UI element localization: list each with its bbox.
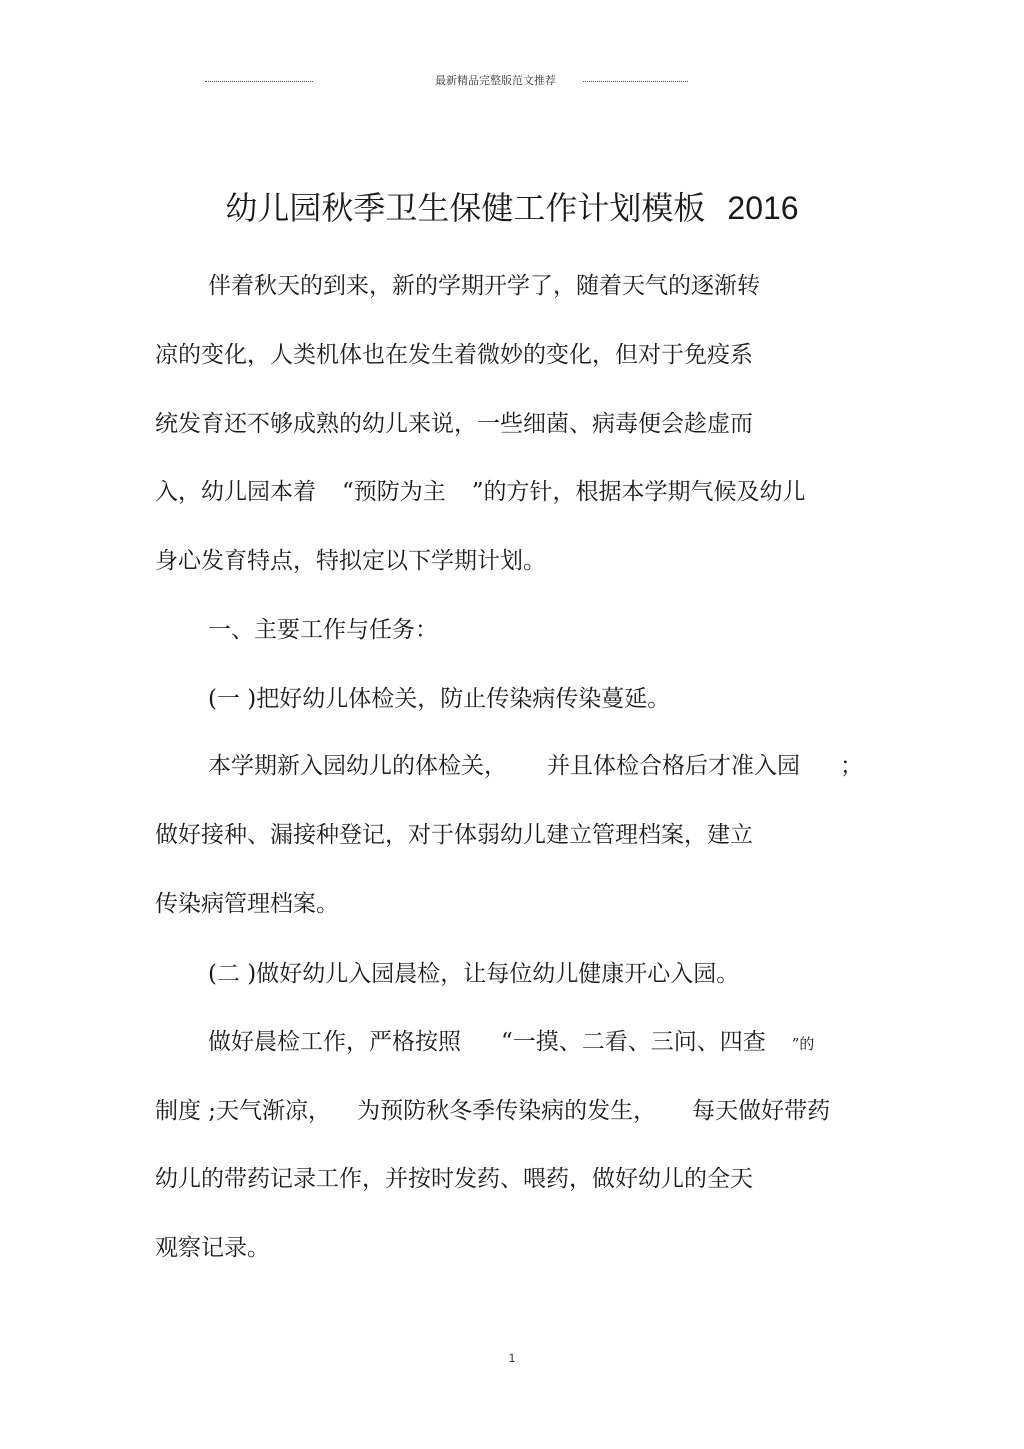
paragraph-line: 伴着秋天的到来，新的学期开学了，随着天气的逐渐转 [208,273,760,299]
header-dotted-rule-left [205,81,313,82]
paragraph-line: 凉的变化，人类机体也在发生着微妙的变化，但对于免疫系 [155,342,753,368]
text-segment: “预防为主 [342,479,446,505]
paragraph-line: 传染病管理档案。 [155,891,339,917]
paragraph-line [155,476,806,508]
paragraph-line: 幼儿的带药记录工作，并按时发药、喂药，做好幼儿的全天 [155,1166,753,1192]
paragraph-line: 统发育还不够成熟的幼儿来说，一些细菌、病毒便会趁虚而 [155,411,753,437]
subsection-heading: (一 )把好幼儿体检关，防止传染病传染蔓延。 [208,686,671,712]
paragraph-line: 做好接种、漏接种登记，对于体弱幼儿建立管理档案，建立 [155,822,753,848]
paragraph-line [155,1095,830,1127]
text-segment: 每天做好带药 [692,1098,831,1124]
text-segment: “一摸、二看、三问、四查 [501,1029,766,1055]
text-segment: ； [840,753,863,779]
subsection-heading: (二 )做好幼儿入园晨检，让每位幼儿健康开心入园。 [208,961,740,987]
text-segment: 制度 ;天气渐凉， [155,1098,332,1124]
title-main: 幼儿园秋季卫生保健工作计划模板 [225,189,706,227]
text-segment: 本学期新入园幼儿的体检关， [208,753,507,779]
text-segment: 为预防秋冬季传染病的发生， [357,1098,657,1124]
text-segment: 做好晨检工作，严格按照 [208,1029,461,1055]
paragraph-line [208,1026,814,1060]
text-segment: ”的 [791,1035,815,1053]
document-title [0,186,1024,230]
page-number: 1 [508,1351,516,1365]
paragraph-line: 观察记录。 [155,1235,270,1261]
header-dotted-rule-right [583,81,688,82]
section-heading: 一、主要工作与任务： [208,617,438,643]
paragraph-line [208,750,863,782]
text-segment: 并且体检合格后才准入园 [547,753,800,779]
paragraph-line: 身心发育特点，特拟定以下学期计划。 [155,548,546,574]
header-text: 最新精品完整版范文推荐 [435,74,556,87]
text-segment: ”的方针，根据本学期气候及幼儿 [471,479,806,505]
text-segment: 入，幼儿园本着 [155,479,316,505]
title-year: 2016 [727,190,799,226]
page-header [205,72,690,92]
